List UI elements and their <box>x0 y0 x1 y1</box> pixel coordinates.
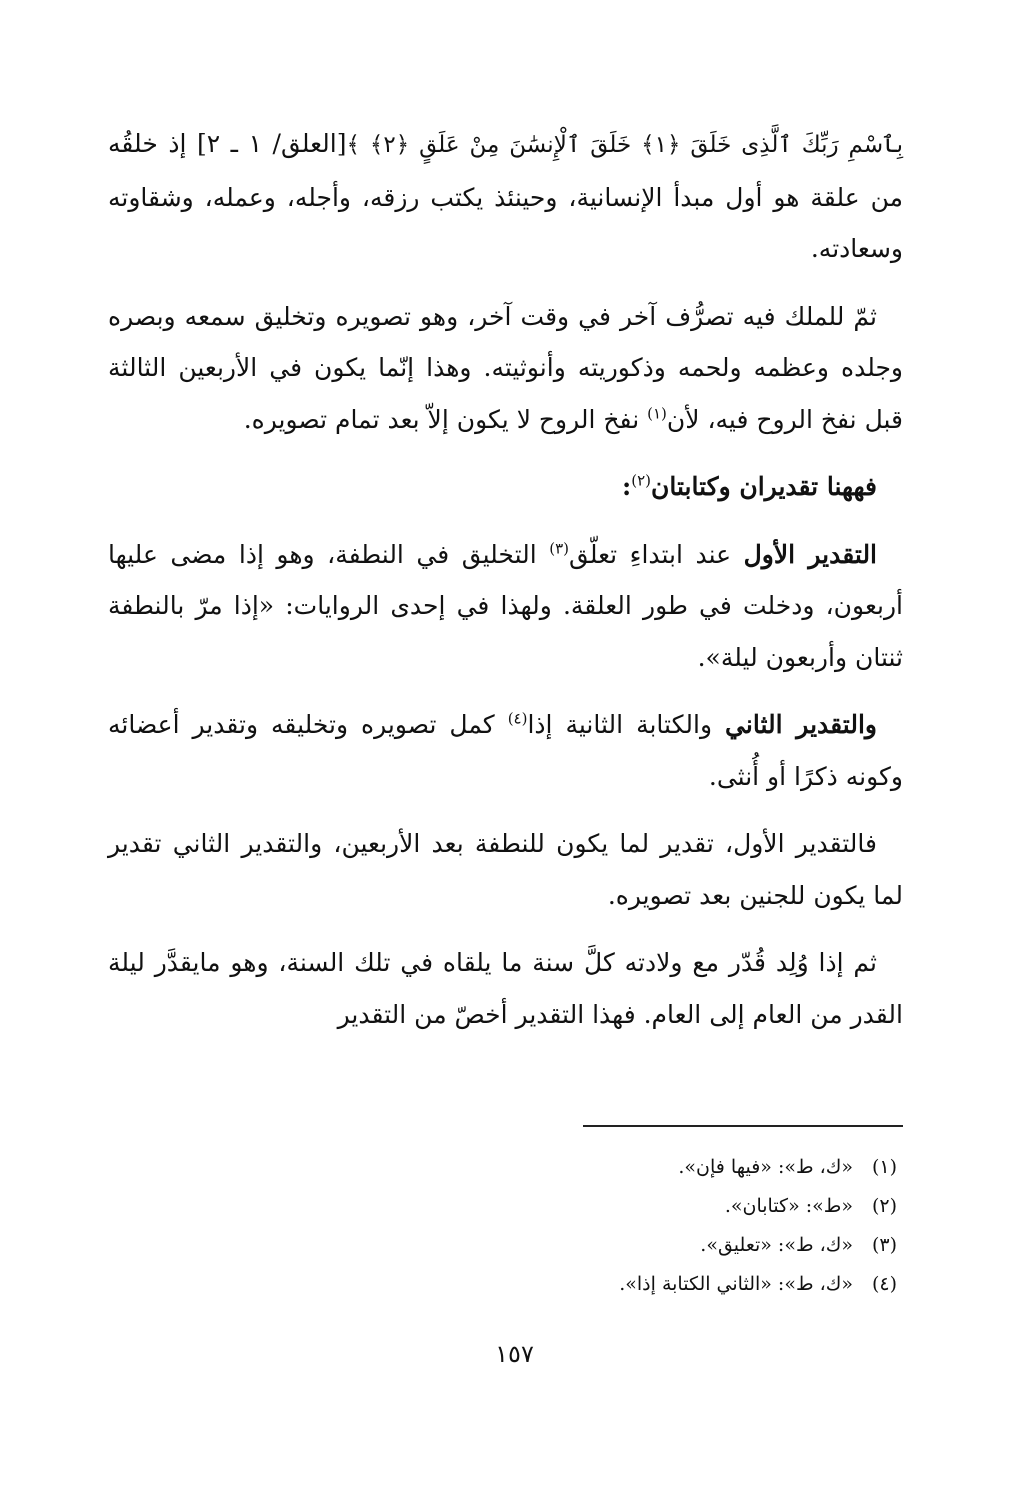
text-run: التخليق في النطفة، وهو إذا مضى عليها أربعون، ودخلت في طور العلقة. ولهذا في إحدى الروايات: «إذا مرّ بالنطفة ثنتان وأربعون ليلة». <box>108 539 903 672</box>
paragraph <box>108 291 903 446</box>
paragraph <box>108 818 903 921</box>
text-run: كمل تصويره وتخليقه وتقدير أعضائه وكونه ذكرًا أو أُنثى. <box>108 710 903 791</box>
footnote-text: «ك، ط»: «تعليق». <box>700 1234 853 1256</box>
bold-text: التقدير الأول <box>743 539 878 569</box>
quran-verse: بِٱسْمِ رَبِّكَ ٱلَّذِى خَلَقَ ﴿١﴾ خَلَقَ ٱلْإِنسَٰنَ مِنْ عَلَقٍ ﴿٢﴾ ﴾ <box>346 132 904 158</box>
text-run: فالتقدير الأول، تقدير لما يكون للنطفة بعد الأربعين، والتقدير الثاني تقدير لما يكون للجنين بعد تصويره. <box>108 829 903 910</box>
bold-text: : <box>622 472 632 501</box>
paragraph <box>108 118 903 275</box>
paragraph <box>108 529 903 684</box>
footnote-separator <box>583 1125 903 1127</box>
footnote <box>108 1265 903 1304</box>
footnote-number: (٢) <box>871 1195 897 1217</box>
text-run: ثم إذا وُلِد قُدّر مع ولادته كلَّ سنة ما يلقاه في تلك السنة، وهو مايقدَّر ليلة القدر من العام إلى العام. فهذا التقدير أخصّ من التقدير <box>108 948 903 1029</box>
footnote <box>108 1187 903 1226</box>
footnotes <box>108 1148 903 1304</box>
main-text <box>108 118 903 1040</box>
bold-text: فههنا تقديران وكتابتان <box>651 472 877 501</box>
page-number: ١٥٧ <box>495 1340 534 1368</box>
footnote-text: «ك، ط»: «فيها فإن». <box>678 1156 853 1178</box>
text-run: نفخ الروح لا يكون إلاّ بعد تمام تصويره. <box>243 404 648 434</box>
text-run: والكتابة الثانية إذا <box>527 710 726 739</box>
bold-text: والتقدير الثاني <box>725 710 877 739</box>
footnote-number: (٣) <box>871 1234 897 1256</box>
footnote-ref: (٣) <box>549 539 569 558</box>
footnote-ref: (٢) <box>631 471 652 490</box>
footnote-ref: (٤) <box>507 709 528 728</box>
paragraph <box>108 461 903 513</box>
text-run: ثمّ للملك فيه تصرُّف آخر في وقت آخر، وهو تصويره وتخليق سمعه وبصره وجلده وعظمه ولحمه وذكوريته وأنوثيته. وهذا إنّما يكون في الأربعين الثالثة قبل نفخ الروح فيه، لأن <box>108 301 903 434</box>
text-run: [العلق/ ١ ـ ٢] إذ خلقُه من علقة هو أول مبدأ الإنسانية، وحينئذ يكتب رزقه، وأجله، وعمله، وشقاوته وسعادته. <box>108 129 903 263</box>
footnote-text: «ك، ط»: «الثاني الكتابة إذا». <box>619 1273 853 1295</box>
footnote-number: (٤) <box>871 1273 897 1295</box>
paragraph <box>108 937 903 1040</box>
paragraph <box>108 699 903 802</box>
text-run: عند ابتداءِ تعلّق <box>569 539 744 569</box>
footnote-number: (١) <box>871 1156 897 1178</box>
footnote-text: «ط»: «كتابان». <box>724 1195 853 1217</box>
footnote-ref: (١) <box>647 404 667 423</box>
footnote <box>108 1148 903 1187</box>
footnote <box>108 1226 903 1265</box>
